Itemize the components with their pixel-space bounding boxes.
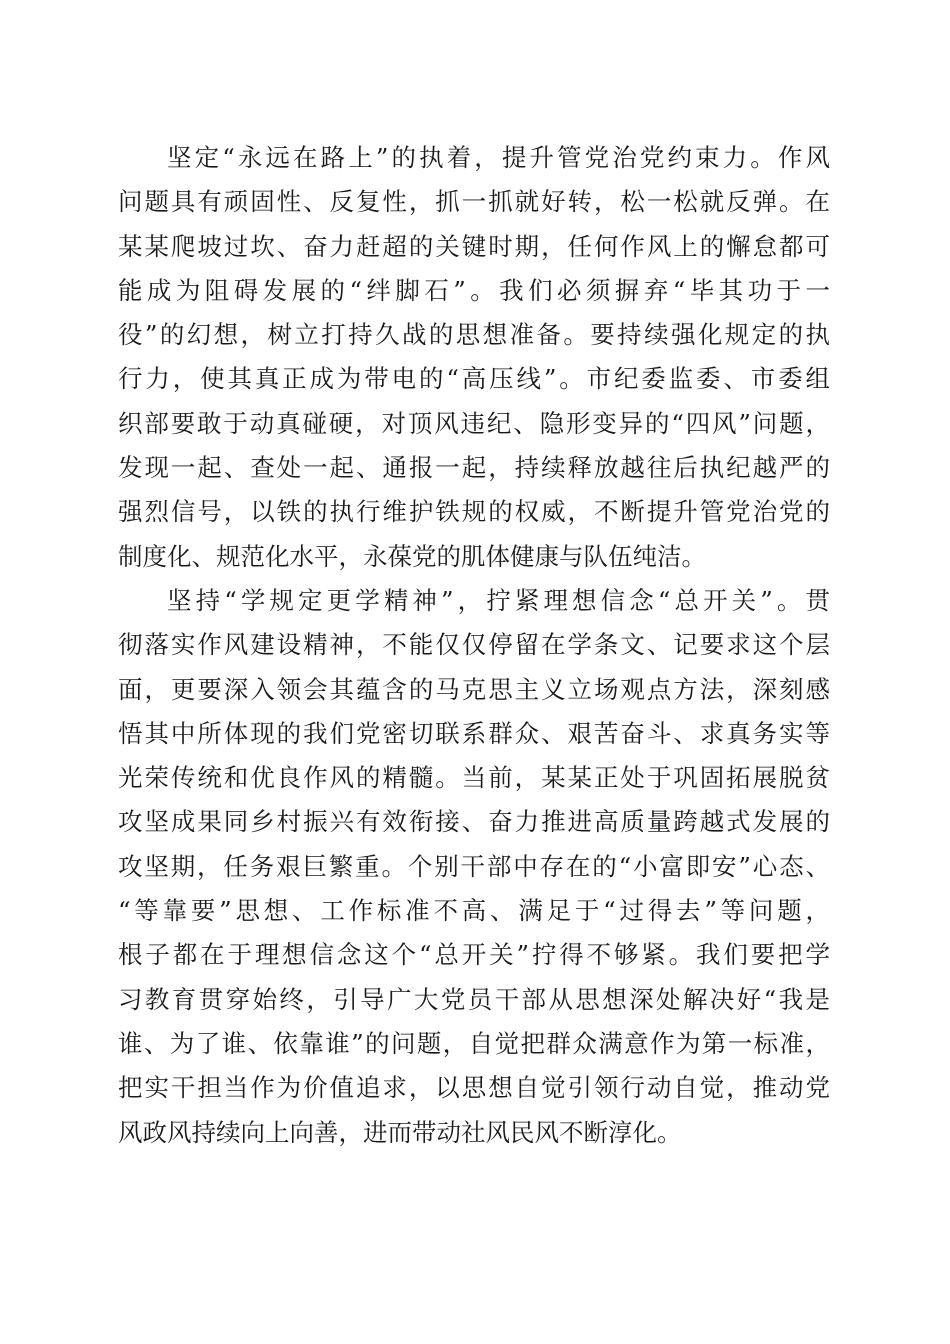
text-line: 坚定“永远在路上”的执着，提升管党治党约束力。作风 <box>167 143 830 172</box>
text-line: 习教育贯穿始终，引导广大党员干部从思想深处解决好“我是 <box>118 984 830 1014</box>
text-line: 役”的幻想，树立打持久战的思想准备。要持续强化规定的执 <box>118 320 830 350</box>
text-line: 行力，使其真正成为带电的“高压线”。市纪委监委、市委组 <box>118 364 830 394</box>
text-line: 坚持“学规定更学精神”，拧紧理想信念“总开关”。贯 <box>167 585 830 615</box>
text-line: 强烈信号，以铁的执行维护铁规的权威，不断提升管党治党的 <box>118 497 830 527</box>
document-body <box>118 136 830 1155</box>
text-line: 彻落实作风建设精神，不能仅仅停留在学条文、记要求这个层 <box>118 630 830 660</box>
text-line: “等靠要”思想、工作标准不高、满足于“过得去”等问题， <box>118 896 830 926</box>
text-line: 把实干担当作为价值追求，以思想自觉引领行动自觉，推动党 <box>118 1073 830 1103</box>
text-line: 能成为阻碍发展的“绊脚石”。我们必须摒弃“毕其功于一 <box>118 275 830 305</box>
text-line: 面，更要深入领会其蕴含的马克思主义立场观点方法，深刻感 <box>118 674 830 704</box>
text-line: 某某爬坡过坎、奋力赶超的关键时期，任何作风上的懈怠都可 <box>118 231 830 261</box>
text-line: 攻坚成果同乡村振兴有效衔接、奋力推进高质量跨越式发展的 <box>118 807 830 837</box>
paragraph <box>118 136 830 579</box>
text-line: 问题具有顽固性、反复性，抓一抓就好转，松一松就反弹。在 <box>118 187 830 217</box>
text-line: 织部要敢于动真碰硬，对顶风违纪、隐形变异的“四风”问题， <box>118 408 830 438</box>
text-line: 攻坚期，任务艰巨繁重。个别干部中存在的“小富即安”心态、 <box>118 851 830 881</box>
text-line: 根子都在于理想信念这个“总开关”拧得不够紧。我们要把学 <box>118 940 830 970</box>
paragraph <box>118 579 830 1155</box>
text-line: 悟其中所体现的我们党密切联系群众、艰苦奋斗、求真务实等 <box>118 718 830 748</box>
text-line: 谁、为了谁、依靠谁”的问题，自觉把群众满意作为第一标准， <box>118 1028 830 1058</box>
text-line: 发现一起、查处一起、通报一起，持续释放越往后执纪越严的 <box>118 453 830 483</box>
text-line: 光荣传统和优良作风的精髓。当前，某某正处于巩固拓展脱贫 <box>118 763 830 793</box>
text-line: 制度化、规范化水平，永葆党的肌体健康与队伍纯洁。 <box>118 541 706 571</box>
text-line: 风政风持续向上向善，进而带动社风民风不断淳化。 <box>118 1117 682 1147</box>
